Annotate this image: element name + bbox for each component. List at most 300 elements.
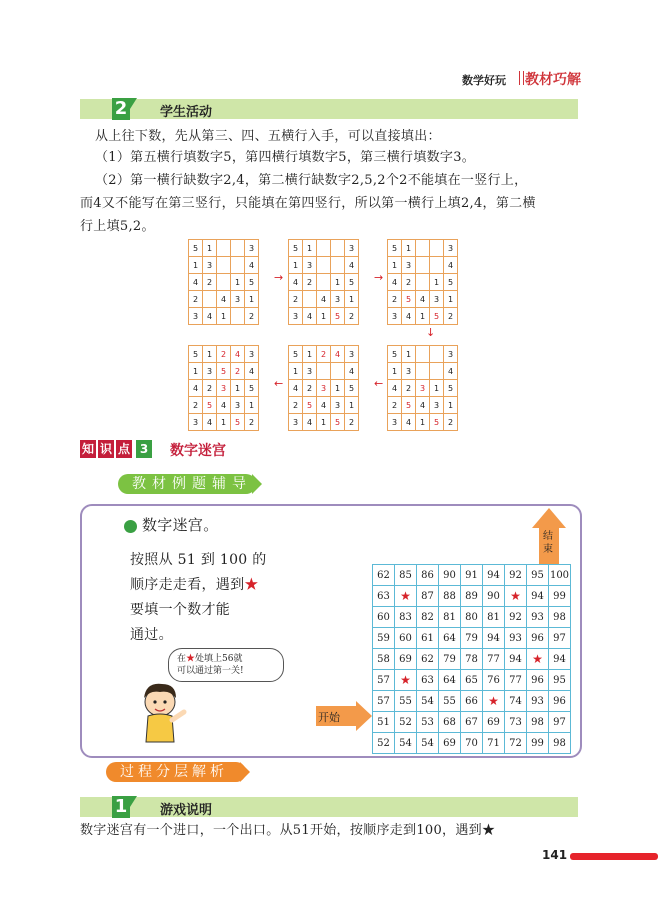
grid-cell [231, 257, 245, 274]
grid-cell: 1 [231, 274, 245, 291]
maze-cell: 91 [461, 565, 483, 586]
grid-cell [430, 257, 444, 274]
maze-cell: 64 [439, 628, 461, 649]
grid-cell: 4 [245, 363, 259, 380]
knowledge-title: 数字迷宫 [170, 443, 226, 459]
maze-row [373, 649, 571, 670]
grid-cell [416, 346, 430, 363]
section1-notch [130, 796, 137, 807]
section2-notch [130, 98, 137, 109]
section2-number: 2 [112, 98, 130, 120]
grid-row [388, 257, 458, 274]
page-number: 141 [542, 848, 568, 862]
maze-cell: 94 [483, 565, 505, 586]
grid-cell: 3 [289, 414, 303, 431]
section2-para-3c: 行上填5,2。 [80, 219, 155, 234]
grid-cell: 1 [231, 380, 245, 397]
grid-row [289, 397, 359, 414]
grid-cell: 4 [203, 308, 217, 325]
maze-cell: 68 [439, 712, 461, 733]
grid-cell [203, 291, 217, 308]
maze-cell: 63 [373, 586, 395, 607]
maze-star-cell: ★ [527, 649, 549, 670]
arrow-left-2: ← [274, 377, 284, 390]
grid-cell: 4 [217, 397, 231, 414]
grid-cell: 5 [189, 240, 203, 257]
grid-row [189, 240, 259, 257]
maze-row [373, 628, 571, 649]
knowledge-number: 3 [136, 440, 152, 458]
grid-cell: 2 [245, 308, 259, 325]
grid-cell: 4 [331, 346, 345, 363]
maze-cell: 95 [527, 565, 549, 586]
maze-cell: 93 [505, 628, 527, 649]
latin-grid-3 [387, 239, 458, 325]
maze-star-cell: ★ [395, 670, 417, 691]
example-line-2-text: 顺序走走看，遇到 [130, 577, 245, 593]
grid-row [388, 240, 458, 257]
grid-cell: 5 [245, 380, 259, 397]
number-maze [372, 564, 571, 754]
grid-cell: 2 [289, 291, 303, 308]
grid-cell: 4 [317, 397, 331, 414]
grid-cell: 5 [444, 274, 458, 291]
maze-cell: 77 [505, 670, 527, 691]
page-number-bar [570, 853, 658, 860]
grid-cell [217, 274, 231, 291]
maze-cell: 93 [527, 607, 549, 628]
example-ribbon: 教材例题辅导 [118, 474, 256, 494]
example-bullet-icon [124, 520, 137, 533]
maze-cell: 81 [483, 607, 505, 628]
knowledge-char-1: 知 [81, 442, 94, 456]
grid-cell: 1 [203, 346, 217, 363]
grid-cell: 4 [345, 257, 359, 274]
grid-row [388, 363, 458, 380]
section2-para-3a: （2）第一横行缺数字2,4，第二横行缺数字2,5,2个2不能填在一竖行上， [95, 173, 528, 188]
maze-cell: 79 [439, 649, 461, 670]
grid-cell: 2 [444, 414, 458, 431]
grid-cell: 3 [317, 380, 331, 397]
grid-cell: 3 [444, 240, 458, 257]
header-section-title: 教材巧解 [525, 72, 581, 88]
grid-cell: 3 [331, 397, 345, 414]
grid-cell: 4 [203, 414, 217, 431]
grid-cell: 3 [388, 308, 402, 325]
maze-cell: 89 [461, 586, 483, 607]
maze-cell: 79 [461, 628, 483, 649]
grid-cell: 2 [217, 346, 231, 363]
maze-cell: 53 [417, 712, 439, 733]
maze-cell: 80 [461, 607, 483, 628]
maze-cell: 83 [395, 607, 417, 628]
grid-cell: 4 [289, 380, 303, 397]
grid-cell: 1 [430, 274, 444, 291]
grid-row [289, 346, 359, 363]
maze-cell: 62 [417, 649, 439, 670]
header-book-title: 数学好玩 [462, 74, 506, 87]
grid-cell: 3 [430, 397, 444, 414]
grid-cell [430, 363, 444, 380]
grid-cell: 3 [189, 308, 203, 325]
maze-cell: 90 [483, 586, 505, 607]
maze-cell: 82 [417, 607, 439, 628]
hint-text-3: 可以通过第一关! [177, 666, 244, 676]
grid-cell: 2 [203, 380, 217, 397]
grid-row [289, 257, 359, 274]
maze-cell: 52 [395, 712, 417, 733]
grid-cell: 3 [203, 257, 217, 274]
maze-cell: 90 [439, 565, 461, 586]
grid-cell [430, 346, 444, 363]
grid-cell: 1 [444, 291, 458, 308]
example-line-4: 通过。 [130, 627, 173, 643]
grid-cell [416, 240, 430, 257]
grid-cell: 1 [245, 291, 259, 308]
grid-cell [317, 257, 331, 274]
maze-star-cell: ★ [505, 586, 527, 607]
grid-cell [331, 257, 345, 274]
maze-cell: 97 [549, 628, 571, 649]
grid-cell: 1 [331, 380, 345, 397]
grid-cell: 3 [416, 380, 430, 397]
grid-cell: 4 [402, 414, 416, 431]
grid-cell: 1 [388, 363, 402, 380]
grid-cell: 2 [289, 397, 303, 414]
grid-cell: 1 [289, 257, 303, 274]
maze-cell: 77 [483, 649, 505, 670]
grid-cell: 2 [402, 274, 416, 291]
grid-cell: 5 [203, 397, 217, 414]
grid-cell: 3 [402, 257, 416, 274]
grid-cell: 3 [303, 257, 317, 274]
maze-cell: 60 [395, 628, 417, 649]
grid-row [289, 274, 359, 291]
grid-cell: 2 [303, 274, 317, 291]
grid-cell: 3 [345, 346, 359, 363]
maze-cell: 87 [417, 586, 439, 607]
arrow-down: ↓ [426, 326, 436, 339]
latin-grid-6 [188, 345, 259, 431]
maze-cell: 93 [527, 691, 549, 712]
maze-cell: 69 [483, 712, 505, 733]
grid-cell: 1 [402, 240, 416, 257]
grid-cell: 1 [430, 380, 444, 397]
grid-cell [331, 240, 345, 257]
grid-row [289, 240, 359, 257]
grid-cell: 4 [245, 257, 259, 274]
example-line-2 [130, 575, 259, 596]
knowledge-char-3: 点 [117, 442, 130, 456]
knowledge-char-2: 识 [99, 442, 112, 456]
grid-cell: 5 [402, 397, 416, 414]
maze-cell: 57 [373, 670, 395, 691]
maze-cell: 61 [417, 628, 439, 649]
start-label: 开始 [318, 711, 340, 724]
grid-cell: 4 [317, 291, 331, 308]
grid-row [189, 380, 259, 397]
maze-cell: 81 [439, 607, 461, 628]
section1-number: 1 [112, 796, 130, 818]
maze-cell: 99 [549, 586, 571, 607]
grid-cell: 1 [303, 240, 317, 257]
grid-cell: 4 [189, 274, 203, 291]
hint-text-1: 在 [177, 654, 187, 664]
grid-cell [416, 257, 430, 274]
hint-star-icon: ★ [186, 654, 196, 664]
grid-cell: 5 [430, 308, 444, 325]
grid-cell: 1 [388, 257, 402, 274]
grid-cell: 3 [430, 291, 444, 308]
grid-cell: 2 [317, 346, 331, 363]
section2-para-2: （1）第五横行填数字5，第四横行填数字5，第三横行填数字3。 [95, 150, 476, 165]
maze-cell: 67 [461, 712, 483, 733]
section1-title: 游戏说明 [160, 803, 213, 818]
grid-cell: 1 [317, 308, 331, 325]
grid-cell: 5 [217, 363, 231, 380]
analysis-ribbon: 过程分层解析 [106, 762, 246, 782]
maze-cell: 78 [461, 649, 483, 670]
grid-cell: 1 [203, 240, 217, 257]
maze-row [373, 712, 571, 733]
grid-cell [331, 363, 345, 380]
grid-cell: 4 [416, 291, 430, 308]
grid-cell: 2 [444, 308, 458, 325]
grid-cell: 5 [303, 397, 317, 414]
section1-text [80, 820, 495, 841]
grid-row [189, 274, 259, 291]
maze-cell: 71 [483, 733, 505, 754]
maze-cell: 54 [417, 733, 439, 754]
maze-cell: 60 [373, 607, 395, 628]
maze-cell: 57 [373, 691, 395, 712]
maze-cell: 92 [505, 565, 527, 586]
grid-cell: 2 [388, 397, 402, 414]
grid-cell: 5 [289, 240, 303, 257]
grid-cell: 2 [189, 397, 203, 414]
grid-cell: 1 [416, 308, 430, 325]
grid-cell: 5 [189, 346, 203, 363]
grid-cell [416, 363, 430, 380]
star-icon: ★ [244, 577, 259, 593]
grid-cell: 4 [231, 346, 245, 363]
grid-cell: 4 [289, 274, 303, 291]
maze-row [373, 565, 571, 586]
grid-cell: 5 [402, 291, 416, 308]
grid-cell: 1 [331, 274, 345, 291]
grid-cell: 2 [303, 380, 317, 397]
maze-cell: 73 [505, 712, 527, 733]
grid-cell: 2 [345, 414, 359, 431]
maze-star-cell: ★ [483, 691, 505, 712]
grid-cell: 5 [245, 274, 259, 291]
grid-cell: 4 [189, 380, 203, 397]
grid-cell: 4 [345, 363, 359, 380]
grid-cell: 5 [289, 346, 303, 363]
grid-row [388, 414, 458, 431]
maze-cell: 94 [483, 628, 505, 649]
maze-cell: 94 [527, 586, 549, 607]
grid-cell: 4 [444, 363, 458, 380]
grid-cell: 2 [203, 274, 217, 291]
maze-cell: 95 [549, 670, 571, 691]
grid-row [289, 380, 359, 397]
grid-cell: 1 [217, 308, 231, 325]
grid-cell: 1 [289, 363, 303, 380]
maze-cell: 69 [439, 733, 461, 754]
maze-cell: 86 [417, 565, 439, 586]
grid-cell [416, 274, 430, 291]
grid-row [189, 346, 259, 363]
maze-cell: 74 [505, 691, 527, 712]
section2-para-3b: 而4又不能写在第三竖行，只能填在第四竖行，所以第一横行上填2,4，第二横 [80, 196, 536, 211]
grid-cell: 2 [388, 291, 402, 308]
grid-cell [217, 240, 231, 257]
grid-cell: 2 [189, 291, 203, 308]
maze-cell: 96 [549, 691, 571, 712]
example-line-3: 要填一个数才能 [130, 602, 231, 618]
maze-cell: 98 [527, 712, 549, 733]
latin-grid-2 [288, 239, 359, 325]
maze-cell: 76 [483, 670, 505, 691]
grid-cell [231, 240, 245, 257]
grid-cell: 3 [331, 291, 345, 308]
maze-cell: 66 [461, 691, 483, 712]
grid-cell: 3 [231, 291, 245, 308]
maze-cell: 98 [549, 733, 571, 754]
maze-cell: 99 [527, 733, 549, 754]
end-arrow-head [532, 508, 566, 528]
grid-cell: 2 [345, 308, 359, 325]
grid-cell: 4 [416, 397, 430, 414]
grid-cell [303, 291, 317, 308]
grid-cell: 1 [217, 414, 231, 431]
grid-row [189, 363, 259, 380]
grid-row [189, 414, 259, 431]
section2-para-1: 从上往下数，先从第三、四、五横行入手，可以直接填出： [95, 129, 441, 144]
grid-cell: 4 [444, 257, 458, 274]
example-line-1: 按照从 51 到 100 的 [130, 552, 267, 568]
grid-row [388, 346, 458, 363]
maze-cell: 51 [373, 712, 395, 733]
maze-cell: 52 [373, 733, 395, 754]
grid-cell: 1 [416, 414, 430, 431]
maze-cell: 72 [505, 733, 527, 754]
grid-cell: 1 [189, 257, 203, 274]
grid-cell [217, 257, 231, 274]
section1-bar [80, 797, 578, 817]
maze-cell: 65 [461, 670, 483, 691]
grid-cell: 3 [245, 240, 259, 257]
grid-cell: 5 [430, 414, 444, 431]
grid-cell: 2 [231, 363, 245, 380]
maze-cell: 54 [417, 691, 439, 712]
maze-cell: 59 [373, 628, 395, 649]
grid-cell: 4 [217, 291, 231, 308]
grid-cell: 5 [231, 414, 245, 431]
maze-cell: 92 [505, 607, 527, 628]
grid-cell: 5 [331, 414, 345, 431]
maze-cell: 100 [549, 565, 571, 586]
latin-grid-4 [387, 345, 458, 431]
grid-cell: 2 [402, 380, 416, 397]
grid-cell [430, 240, 444, 257]
grid-row [388, 291, 458, 308]
grid-cell: 3 [402, 363, 416, 380]
grid-row [289, 291, 359, 308]
maze-row [373, 691, 571, 712]
grid-cell: 4 [388, 274, 402, 291]
maze-cell: 62 [373, 565, 395, 586]
grid-row [388, 380, 458, 397]
grid-cell: 2 [245, 414, 259, 431]
grid-cell: 5 [345, 380, 359, 397]
example-ribbon-tip [252, 474, 262, 494]
maze-cell: 54 [395, 733, 417, 754]
maze-row [373, 733, 571, 754]
end-label: 结束 [543, 531, 553, 555]
grid-row [289, 414, 359, 431]
grid-cell: 3 [388, 414, 402, 431]
maze-cell: 63 [417, 670, 439, 691]
grid-cell: 5 [331, 308, 345, 325]
section2-title: 学生活动 [160, 105, 213, 120]
maze-cell: 55 [439, 691, 461, 712]
grid-cell: 3 [189, 414, 203, 431]
grid-row [388, 308, 458, 325]
grid-row [388, 397, 458, 414]
analysis-ribbon-tip [240, 762, 250, 782]
maze-cell: 96 [527, 670, 549, 691]
grid-row [388, 274, 458, 291]
grid-cell: 3 [217, 380, 231, 397]
maze-cell: 55 [395, 691, 417, 712]
grid-cell [231, 308, 245, 325]
grid-cell: 1 [189, 363, 203, 380]
maze-cell: 58 [373, 649, 395, 670]
grid-row [189, 257, 259, 274]
section2-bar [80, 99, 578, 119]
grid-cell: 1 [444, 397, 458, 414]
grid-cell: 1 [303, 346, 317, 363]
grid-cell: 3 [289, 308, 303, 325]
maze-cell: 98 [549, 607, 571, 628]
grid-cell: 3 [303, 363, 317, 380]
maze-cell: 70 [461, 733, 483, 754]
grid-cell: 1 [345, 291, 359, 308]
grid-cell: 4 [303, 414, 317, 431]
grid-cell [317, 274, 331, 291]
grid-cell: 1 [345, 397, 359, 414]
maze-row [373, 607, 571, 628]
grid-cell: 4 [303, 308, 317, 325]
header-separator [519, 71, 524, 85]
grid-cell: 3 [245, 346, 259, 363]
maze-cell: 85 [395, 565, 417, 586]
grid-cell: 5 [345, 274, 359, 291]
grid-cell: 3 [203, 363, 217, 380]
grid-cell: 1 [245, 397, 259, 414]
grid-cell [317, 363, 331, 380]
maze-cell: 88 [439, 586, 461, 607]
maze-row [373, 586, 571, 607]
grid-cell: 3 [231, 397, 245, 414]
grid-cell: 4 [388, 380, 402, 397]
grid-cell: 1 [402, 346, 416, 363]
arrow-left-1: ← [374, 377, 384, 390]
grid-row [189, 308, 259, 325]
latin-grid-1 [188, 239, 259, 325]
